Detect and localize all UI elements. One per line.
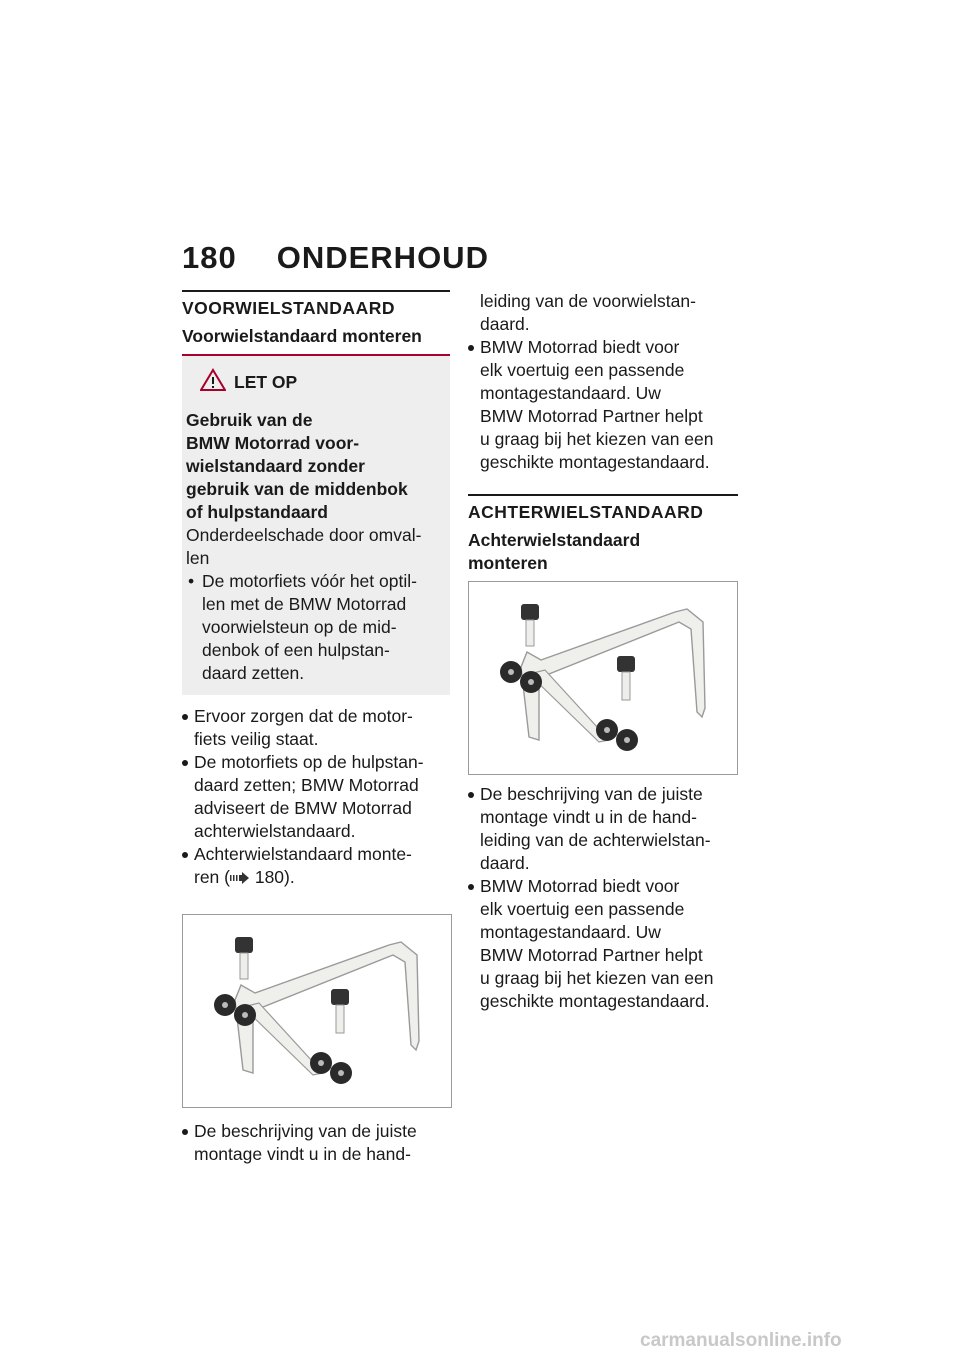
warning-measure-line: denbok of een hulpstan- (202, 640, 390, 660)
list-item-line: u graag bij het kiezen van een (480, 968, 714, 988)
subtitle-rear (468, 529, 738, 575)
list-item-line: daard. (480, 314, 530, 334)
reference-arrow-icon (230, 867, 250, 890)
warning-measure (186, 570, 446, 685)
warning-consequence (186, 524, 446, 570)
list-item (468, 783, 738, 875)
warning-measure-line: De motorfiets vóór het optil- (202, 571, 417, 591)
page-reference-number: 180). (249, 867, 295, 887)
list-item-line: geschikte montagestandaard. (480, 452, 710, 472)
watermark: carmanualsonline.info (640, 1330, 842, 1351)
list-item (182, 705, 450, 751)
warning-text-line: len (186, 548, 210, 568)
list-item-line: geschikte montagestandaard. (480, 991, 710, 1011)
list-item (182, 1120, 450, 1166)
list-item-line: BMW Motorrad biedt voor (480, 337, 680, 357)
warning-measure-line: len met de BMW Motorrad (202, 594, 407, 614)
page-header (182, 240, 489, 276)
bullet-icon (182, 852, 188, 858)
bullet-icon (182, 714, 188, 720)
section-divider (182, 290, 450, 292)
warning-title-line: gebruik van de middenbok (186, 479, 408, 499)
list-item-line: fiets veilig staat. (194, 729, 319, 749)
list-item (182, 843, 450, 890)
page-reference[interactable] (194, 866, 450, 890)
warning-title (186, 409, 446, 524)
warning-title-line: Gebruik van de (186, 410, 313, 430)
warning-measure-line: voorwielsteun op de mid- (202, 617, 397, 637)
list-item-line: leiding van de voorwielstan- (480, 291, 696, 311)
warning-label: LET OP (234, 372, 298, 392)
chapter-title: ONDERHOUD (276, 240, 489, 275)
section-title-rear: ACHTERWIELSTANDAARD (468, 502, 704, 522)
list-item-line: montagestandaard. Uw (480, 922, 661, 942)
list-item (182, 751, 450, 843)
list-item-line: u graag bij het kiezen van een (480, 429, 714, 449)
list-item-line: leiding van de achterwielstan- (480, 830, 711, 850)
warning-measure-line: daard zetten. (202, 663, 305, 683)
warning-title-line: BMW Motorrad voor- (186, 433, 360, 453)
list-item-line: daard zetten; BMW Motorrad (194, 775, 419, 795)
list-item-line: De beschrijving van de juiste (480, 784, 703, 804)
page-number: 180 (182, 240, 237, 275)
subtitle-line: Achterwielstandaard (468, 530, 641, 550)
page-reference-prefix: ren ( (194, 867, 230, 887)
left-column (182, 290, 450, 1166)
bullet-icon (182, 760, 188, 766)
list-item-line: Ervoor zorgen dat de motor- (194, 706, 413, 726)
list-item (468, 875, 738, 1013)
warning-header (200, 368, 446, 397)
section-title-front: VOORWIELSTANDAARD (182, 298, 395, 318)
list-item-line: montage vindt u in de hand- (194, 1143, 411, 1164)
instruction-list (182, 705, 450, 890)
warning-title-line: wielstandaard zonder (186, 456, 365, 476)
list-item-line: De motorfiets op de hulpstan- (194, 752, 424, 772)
list-item-line: BMW Motorrad Partner helpt (480, 406, 703, 426)
list-item-continuation (468, 290, 738, 336)
list-item-line: Achterwielstandaard monte- (194, 844, 412, 864)
warning-title-line: of hulpstandaard (186, 502, 328, 522)
subtitle-line: monteren (468, 553, 548, 573)
right-column (468, 290, 738, 1013)
bullet-icon (468, 792, 474, 798)
list-item-line: elk voertuig een passende (480, 899, 685, 919)
list-item-line: BMW Motorrad biedt voor (480, 876, 680, 896)
list-item-line: montagestandaard. Uw (480, 383, 661, 403)
warning-text-line: Onderdeelschade door omval- (186, 525, 422, 545)
warning-triangle-icon (200, 368, 226, 397)
rear-stand-illustration (468, 581, 738, 775)
warning-box (182, 354, 450, 695)
bullet-icon (182, 1129, 188, 1135)
list-item-line: De beschrijving van de juiste (194, 1120, 417, 1141)
list-item-line: adviseert de BMW Motorrad (194, 798, 412, 818)
subtitle-front: Voorwielstandaard monteren (182, 326, 422, 346)
small-bullet-icon: • (188, 571, 195, 591)
list-item-line: montage vindt u in de hand- (480, 807, 697, 827)
section-divider (468, 494, 738, 496)
front-stand-illustration (182, 914, 452, 1108)
bullet-icon (468, 884, 474, 890)
bullet-icon (468, 345, 474, 351)
list-item-line: daard. (480, 853, 530, 873)
list-item (468, 336, 738, 474)
list-item-line: achterwielstandaard. (194, 821, 356, 841)
list-item-line: BMW Motorrad Partner helpt (480, 945, 703, 965)
list-item-line: elk voertuig een passende (480, 360, 685, 380)
